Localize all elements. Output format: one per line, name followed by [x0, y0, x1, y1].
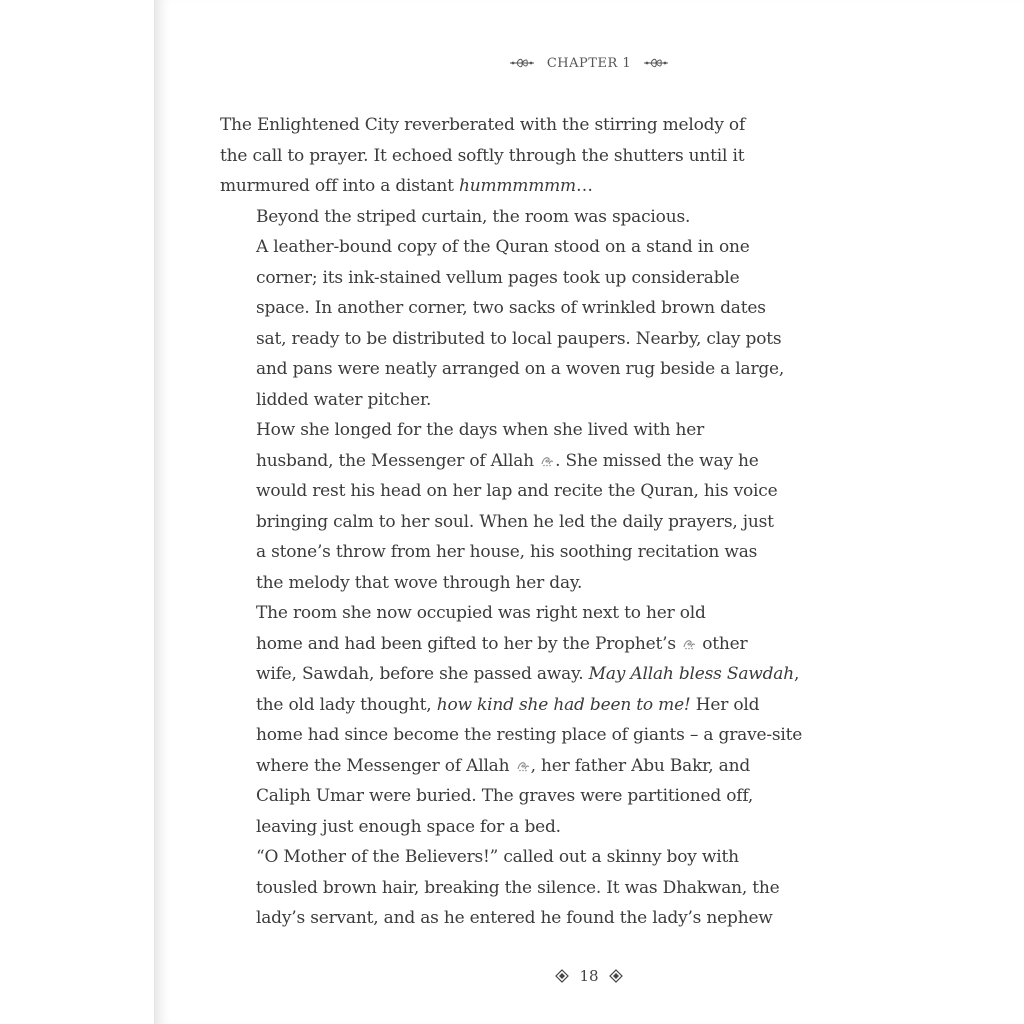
text-line: [220, 476, 778, 507]
paragraph: [220, 598, 803, 842]
text-segment: home had since become the resting place of giants – a grave-site: [256, 725, 803, 745]
page-footer: [154, 965, 1024, 987]
diamond-fleuron-right-icon: [609, 969, 623, 983]
text-segment: “O Mother of the Believers!” called out a skinny boy with: [256, 847, 739, 867]
text-line: [220, 690, 760, 721]
text-segment: …: [575, 176, 593, 196]
text-line: [220, 171, 760, 202]
chapter-body-text: [220, 110, 803, 934]
diamond-fleuron-left-icon: [555, 969, 569, 983]
text-segment: the old lady thought,: [256, 694, 437, 715]
text-line: [220, 751, 760, 782]
text-line: [220, 568, 760, 599]
text-line: [220, 781, 760, 812]
text-segment: sat, ready to be distributed to local paupers. Nearby, clay pots: [256, 328, 782, 349]
text-segment: a stone’s throw from her house, his soothing recitation was: [256, 542, 758, 562]
text-segment: leaving just enough space for a bed.: [256, 816, 561, 837]
running-head: [154, 52, 1024, 74]
text-segment: home and had been gifted to her by the Prophet’s: [256, 633, 682, 654]
text-line: [220, 202, 760, 233]
text-line: [220, 263, 760, 294]
text-segment: and pans were neatly arranged on a woven rug beside a large,: [256, 359, 785, 379]
text-line: [220, 507, 774, 538]
text-segment: other: [697, 633, 748, 654]
text-segment: lady’s servant, and as he entered he found the lady’s nephew: [256, 908, 773, 928]
text-segment: murmured off into a distant: [220, 176, 459, 196]
text-segment: husband, the Messenger of Allah: [256, 450, 540, 471]
text-segment: would rest his head on her lap and recite the Quran, his voice: [256, 481, 778, 501]
page-number: 18: [579, 967, 599, 985]
text-segment: tousled brown hair, breaking the silence. It was Dhakwan, the: [256, 877, 780, 898]
paragraph: [220, 842, 780, 934]
text-line: [220, 873, 780, 904]
text-line: [220, 720, 803, 751]
text-segment: A leather-bound copy of the Quran stood on a stand in one: [256, 237, 750, 257]
text-segment: ,: [793, 664, 800, 684]
text-line: [220, 659, 800, 690]
text-segment: space. In another corner, two sacks of wrinkled brown dates: [256, 298, 766, 318]
pbuh-honorific-icon: [540, 455, 554, 467]
text-line: [220, 537, 760, 568]
text-segment: Beyond the striped curtain, the room was spacious.: [256, 206, 691, 227]
text-segment: Her old: [690, 694, 760, 715]
text-segment: bringing calm to her soul. When he led the daily prayers, just: [256, 511, 774, 532]
text-line: [220, 110, 760, 141]
text-segment: The Enlightened City reverberated with the stirring melody of: [220, 115, 746, 135]
text-segment: the call to prayer. It echoed softly through the shutters until it: [220, 145, 745, 166]
text-line: [220, 141, 760, 172]
fleuron-right-icon: [643, 56, 669, 70]
text-line: [220, 842, 760, 873]
text-line: [220, 232, 760, 263]
page-edge: [154, 0, 155, 1024]
pbuh-honorific-icon: [682, 638, 696, 650]
text-line: [220, 598, 760, 629]
paragraph: [220, 202, 785, 416]
text-line: [220, 903, 773, 934]
text-segment: where the Messenger of Allah: [256, 755, 515, 776]
text-line: [220, 324, 782, 355]
italic-text: hummmmmm: [458, 176, 576, 196]
fleuron-left-icon: [509, 56, 535, 70]
text-line: [220, 385, 760, 416]
text-segment: lidded water pitcher.: [256, 389, 432, 410]
book-page: [154, 0, 1024, 1024]
paragraph: [220, 110, 760, 202]
text-line: [220, 812, 760, 843]
text-line: [220, 354, 785, 385]
text-line: [220, 446, 760, 477]
text-segment: , her father Abu Bakr, and: [530, 755, 750, 776]
text-line: [220, 629, 760, 660]
text-segment: How she longed for the days when she lived with her: [256, 420, 705, 440]
italic-text: how kind she had been to me!: [436, 694, 691, 715]
text-segment: Caliph Umar were buried. The graves were partitioned off,: [256, 786, 754, 806]
text-segment: The room she now occupied was right next to her old: [256, 603, 706, 623]
paragraph: [220, 415, 778, 598]
text-segment: the melody that wove through her day.: [256, 572, 583, 593]
pbuh-honorific-icon: [516, 760, 530, 772]
text-segment: corner; its ink-stained vellum pages took up considerable: [256, 267, 740, 288]
chapter-label: CHAPTER 1: [546, 55, 632, 71]
text-line: [220, 293, 766, 324]
text-segment: . She missed the way he: [555, 450, 759, 471]
italic-text: May Allah bless Sawdah: [588, 664, 794, 684]
text-line: [220, 415, 760, 446]
text-segment: wife, Sawdah, before she passed away.: [256, 664, 589, 684]
